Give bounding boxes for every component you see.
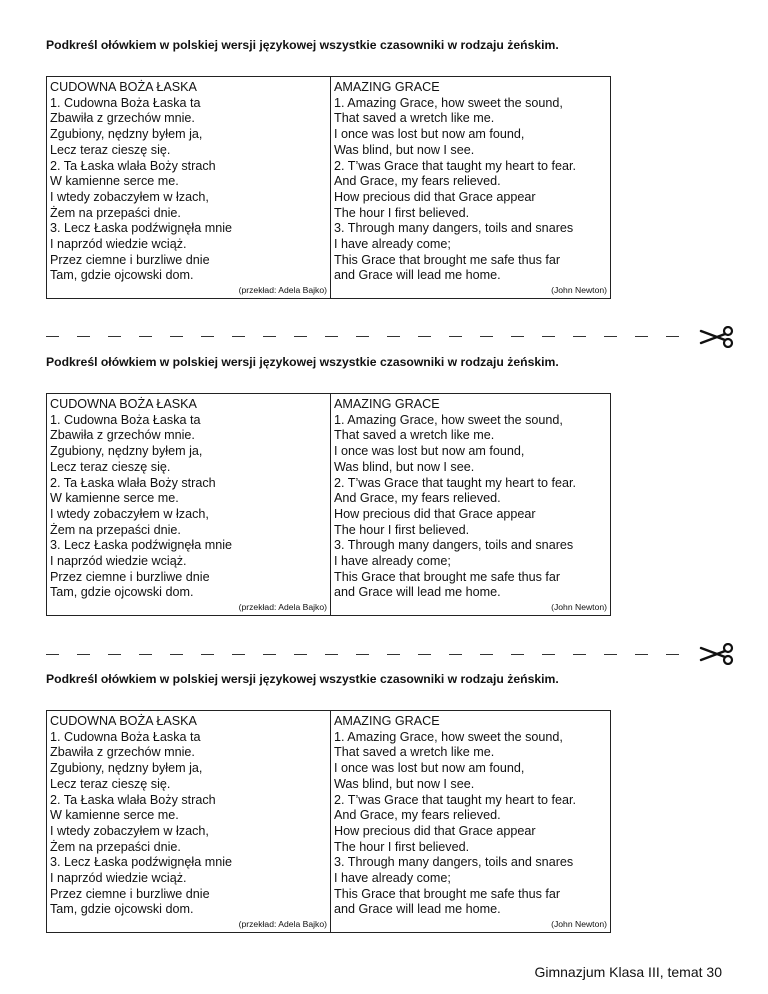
english-line: I once was lost but now am found, — [334, 127, 525, 142]
polish-column — [47, 77, 331, 298]
polish-line: 3. Lecz Łaska podźwignęła mnie — [50, 538, 233, 553]
english-line: 3. Through many dangers, toils and snares — [334, 538, 574, 553]
polish-line: Zbawiła z grzechów mnie. — [50, 428, 195, 443]
cut-line-dash — [418, 654, 431, 655]
cut-line-dash — [573, 336, 586, 337]
instruction: Podkreśl ołówkiem w polskiej wersji językowej wszystkie czasowniki w rodzaju żeńskim. — [46, 38, 559, 52]
polish-line: 3. Lecz Łaska podźwignęła mnie — [50, 855, 233, 870]
polish-line: Żem na przepaści dnie. — [50, 839, 181, 854]
english-line: 2. T’was Grace that taught my heart to fear. — [334, 158, 576, 173]
polish-line: Przez ciemne i burzliwe dnie — [50, 252, 210, 267]
cut-line-dash — [387, 336, 400, 337]
english-title: AMAZING GRACE — [334, 80, 440, 94]
english-line: And Grace, my fears relieved. — [334, 808, 501, 823]
english-line: This Grace that brought me safe thus far — [334, 252, 561, 267]
cut-line-dash — [666, 336, 679, 337]
english-line: And Grace, my fears relieved. — [334, 491, 501, 506]
english-title: AMAZING GRACE — [334, 397, 440, 411]
cut-line-dash — [201, 654, 214, 655]
cut-line-dash — [666, 654, 679, 655]
english-line: The hour I first believed. — [334, 205, 470, 220]
polish-line: W kamienne serce me. — [50, 491, 179, 506]
polish-line: Zgubiony, nędzny byłem ja, — [50, 761, 203, 776]
cut-line — [46, 654, 694, 656]
cut-line-dash — [139, 336, 152, 337]
english-line: And Grace, my fears relieved. — [334, 174, 501, 189]
cut-line-dash — [573, 654, 586, 655]
polish-line: Przez ciemne i burzliwe dnie — [50, 569, 210, 584]
polish-line: Tam, gdzie ojcowski dom. — [50, 268, 194, 283]
cut-line-dash — [325, 336, 338, 337]
lyrics-box — [46, 76, 611, 299]
cut-line-dash — [604, 654, 617, 655]
cut-line-dash — [46, 654, 59, 655]
cut-line-dash — [511, 336, 524, 337]
polish-line: Żem na przepaści dnie. — [50, 205, 181, 220]
polish-column — [47, 394, 331, 615]
polish-line: I naprzód wiedzie wciąż. — [50, 554, 187, 569]
polish-line: 1. Cudowna Boża Łaska ta — [50, 412, 201, 427]
lyrics-box — [46, 393, 611, 616]
english-line: That saved a wretch like me. — [334, 428, 495, 443]
english-line: I have already come; — [334, 871, 451, 886]
polish-line: Żem na przepaści dnie. — [50, 522, 181, 537]
english-line: How precious did that Grace appear — [334, 189, 536, 204]
english-line: 2. T’was Grace that taught my heart to fear. — [334, 792, 576, 807]
polish-line: 2. Ta Łaska wlała Boży strach — [50, 475, 216, 490]
polish-line: 3. Lecz Łaska podźwignęła mnie — [50, 221, 233, 236]
polish-line: Zbawiła z grzechów mnie. — [50, 111, 195, 126]
cut-line-dash — [139, 654, 152, 655]
cut-line-dash — [108, 336, 121, 337]
cut-line-dash — [480, 336, 493, 337]
english-line: How precious did that Grace appear — [334, 506, 536, 521]
english-column — [331, 394, 610, 615]
polish-line: I naprzód wiedzie wciąż. — [50, 237, 187, 252]
cut-line-dash — [387, 654, 400, 655]
polish-line: Zbawiła z grzechów mnie. — [50, 745, 195, 760]
polish-line: Lecz teraz cieszę się. — [50, 776, 171, 791]
cut-line-dash — [604, 336, 617, 337]
polish-line: Lecz teraz cieszę się. — [50, 142, 171, 157]
english-line: This Grace that brought me safe thus far — [334, 569, 561, 584]
cut-line-dash — [418, 336, 431, 337]
english-line: 1. Amazing Grace, how sweet the sound, — [334, 729, 563, 744]
english-title: AMAZING GRACE — [334, 714, 440, 728]
polish-line: Lecz teraz cieszę się. — [50, 459, 171, 474]
polish-line: I wtedy zobaczyłem w łzach, — [50, 506, 209, 521]
polish-line: Tam, gdzie ojcowski dom. — [50, 902, 194, 917]
english-line: 2. T’was Grace that taught my heart to fear. — [334, 475, 576, 490]
english-line: 1. Amazing Grace, how sweet the sound, — [334, 95, 563, 110]
cut-line-dash — [511, 654, 524, 655]
english-line: I once was lost but now am found, — [334, 444, 525, 459]
lyrics-box — [46, 710, 611, 933]
polish-title: CUDOWNA BOŻA ŁASKA — [50, 714, 197, 728]
polish-line: Przez ciemne i burzliwe dnie — [50, 886, 210, 901]
author-credit: (John Newton) — [551, 919, 607, 929]
cut-line-dash — [232, 336, 245, 337]
english-line: That saved a wretch like me. — [334, 111, 495, 126]
cut-line-dash — [263, 336, 276, 337]
translator-credit: (przekład: Adela Bajko) — [238, 285, 327, 295]
english-line: 3. Through many dangers, toils and snares — [334, 855, 574, 870]
polish-line: Zgubiony, nędzny byłem ja, — [50, 127, 203, 142]
cut-line-dash — [542, 336, 555, 337]
polish-line: I wtedy zobaczyłem w łzach, — [50, 823, 209, 838]
polish-line: I naprzód wiedzie wciąż. — [50, 871, 187, 886]
cut-line-dash — [46, 336, 59, 337]
cut-line-dash — [170, 336, 183, 337]
english-line: This Grace that brought me safe thus far — [334, 886, 561, 901]
cut-line-dash — [635, 654, 648, 655]
polish-line: 2. Ta Łaska wlała Boży strach — [50, 158, 216, 173]
instruction: Podkreśl ołówkiem w polskiej wersji językowej wszystkie czasowniki w rodzaju żeńskim. — [46, 672, 559, 686]
translator-credit: (przekład: Adela Bajko) — [238, 919, 327, 929]
cut-line-dash — [480, 654, 493, 655]
page-footer: Gimnazjum Klasa III, temat 30 — [534, 964, 722, 980]
english-column — [331, 711, 610, 932]
polish-line: Tam, gdzie ojcowski dom. — [50, 585, 194, 600]
cut-line-dash — [635, 336, 648, 337]
author-credit: (John Newton) — [551, 602, 607, 612]
english-line: and Grace will lead me home. — [334, 268, 501, 283]
cut-line-dash — [108, 654, 121, 655]
cut-line-dash — [449, 654, 462, 655]
polish-line: W kamienne serce me. — [50, 174, 179, 189]
english-line: How precious did that Grace appear — [334, 823, 536, 838]
english-line: The hour I first believed. — [334, 839, 470, 854]
polish-line: 1. Cudowna Boża Łaska ta — [50, 729, 201, 744]
cut-line-dash — [170, 654, 183, 655]
cut-line — [46, 336, 694, 338]
instruction: Podkreśl ołówkiem w polskiej wersji językowej wszystkie czasowniki w rodzaju żeńskim. — [46, 355, 559, 369]
polish-title: CUDOWNA BOŻA ŁASKA — [50, 80, 197, 94]
english-column — [331, 77, 610, 298]
polish-title: CUDOWNA BOŻA ŁASKA — [50, 397, 197, 411]
scissors-icon — [697, 326, 737, 348]
english-line: and Grace will lead me home. — [334, 902, 501, 917]
translator-credit: (przekład: Adela Bajko) — [238, 602, 327, 612]
english-line: I have already come; — [334, 554, 451, 569]
polish-column — [47, 711, 331, 932]
cut-line-dash — [294, 336, 307, 337]
cut-line-dash — [294, 654, 307, 655]
english-line: 1. Amazing Grace, how sweet the sound, — [334, 412, 563, 427]
scissors-icon — [697, 643, 737, 665]
polish-line: I wtedy zobaczyłem w łzach, — [50, 189, 209, 204]
polish-line: Zgubiony, nędzny byłem ja, — [50, 444, 203, 459]
english-line: That saved a wretch like me. — [334, 745, 495, 760]
english-line: I have already come; — [334, 237, 451, 252]
cut-line-dash — [263, 654, 276, 655]
cut-line-dash — [77, 336, 90, 337]
polish-line: 2. Ta Łaska wlała Boży strach — [50, 792, 216, 807]
author-credit: (John Newton) — [551, 285, 607, 295]
english-line: The hour I first believed. — [334, 522, 470, 537]
cut-line-dash — [201, 336, 214, 337]
cut-line-dash — [449, 336, 462, 337]
english-line: and Grace will lead me home. — [334, 585, 501, 600]
english-line: I once was lost but now am found, — [334, 761, 525, 776]
polish-line: W kamienne serce me. — [50, 808, 179, 823]
cut-line-dash — [356, 654, 369, 655]
polish-line: 1. Cudowna Boża Łaska ta — [50, 95, 201, 110]
english-line: Was blind, but now I see. — [334, 459, 475, 474]
english-line: Was blind, but now I see. — [334, 142, 475, 157]
cut-line-dash — [325, 654, 338, 655]
english-line: 3. Through many dangers, toils and snares — [334, 221, 574, 236]
cut-line-dash — [232, 654, 245, 655]
cut-line-dash — [356, 336, 369, 337]
english-line: Was blind, but now I see. — [334, 776, 475, 791]
cut-line-dash — [542, 654, 555, 655]
cut-line-dash — [77, 654, 90, 655]
